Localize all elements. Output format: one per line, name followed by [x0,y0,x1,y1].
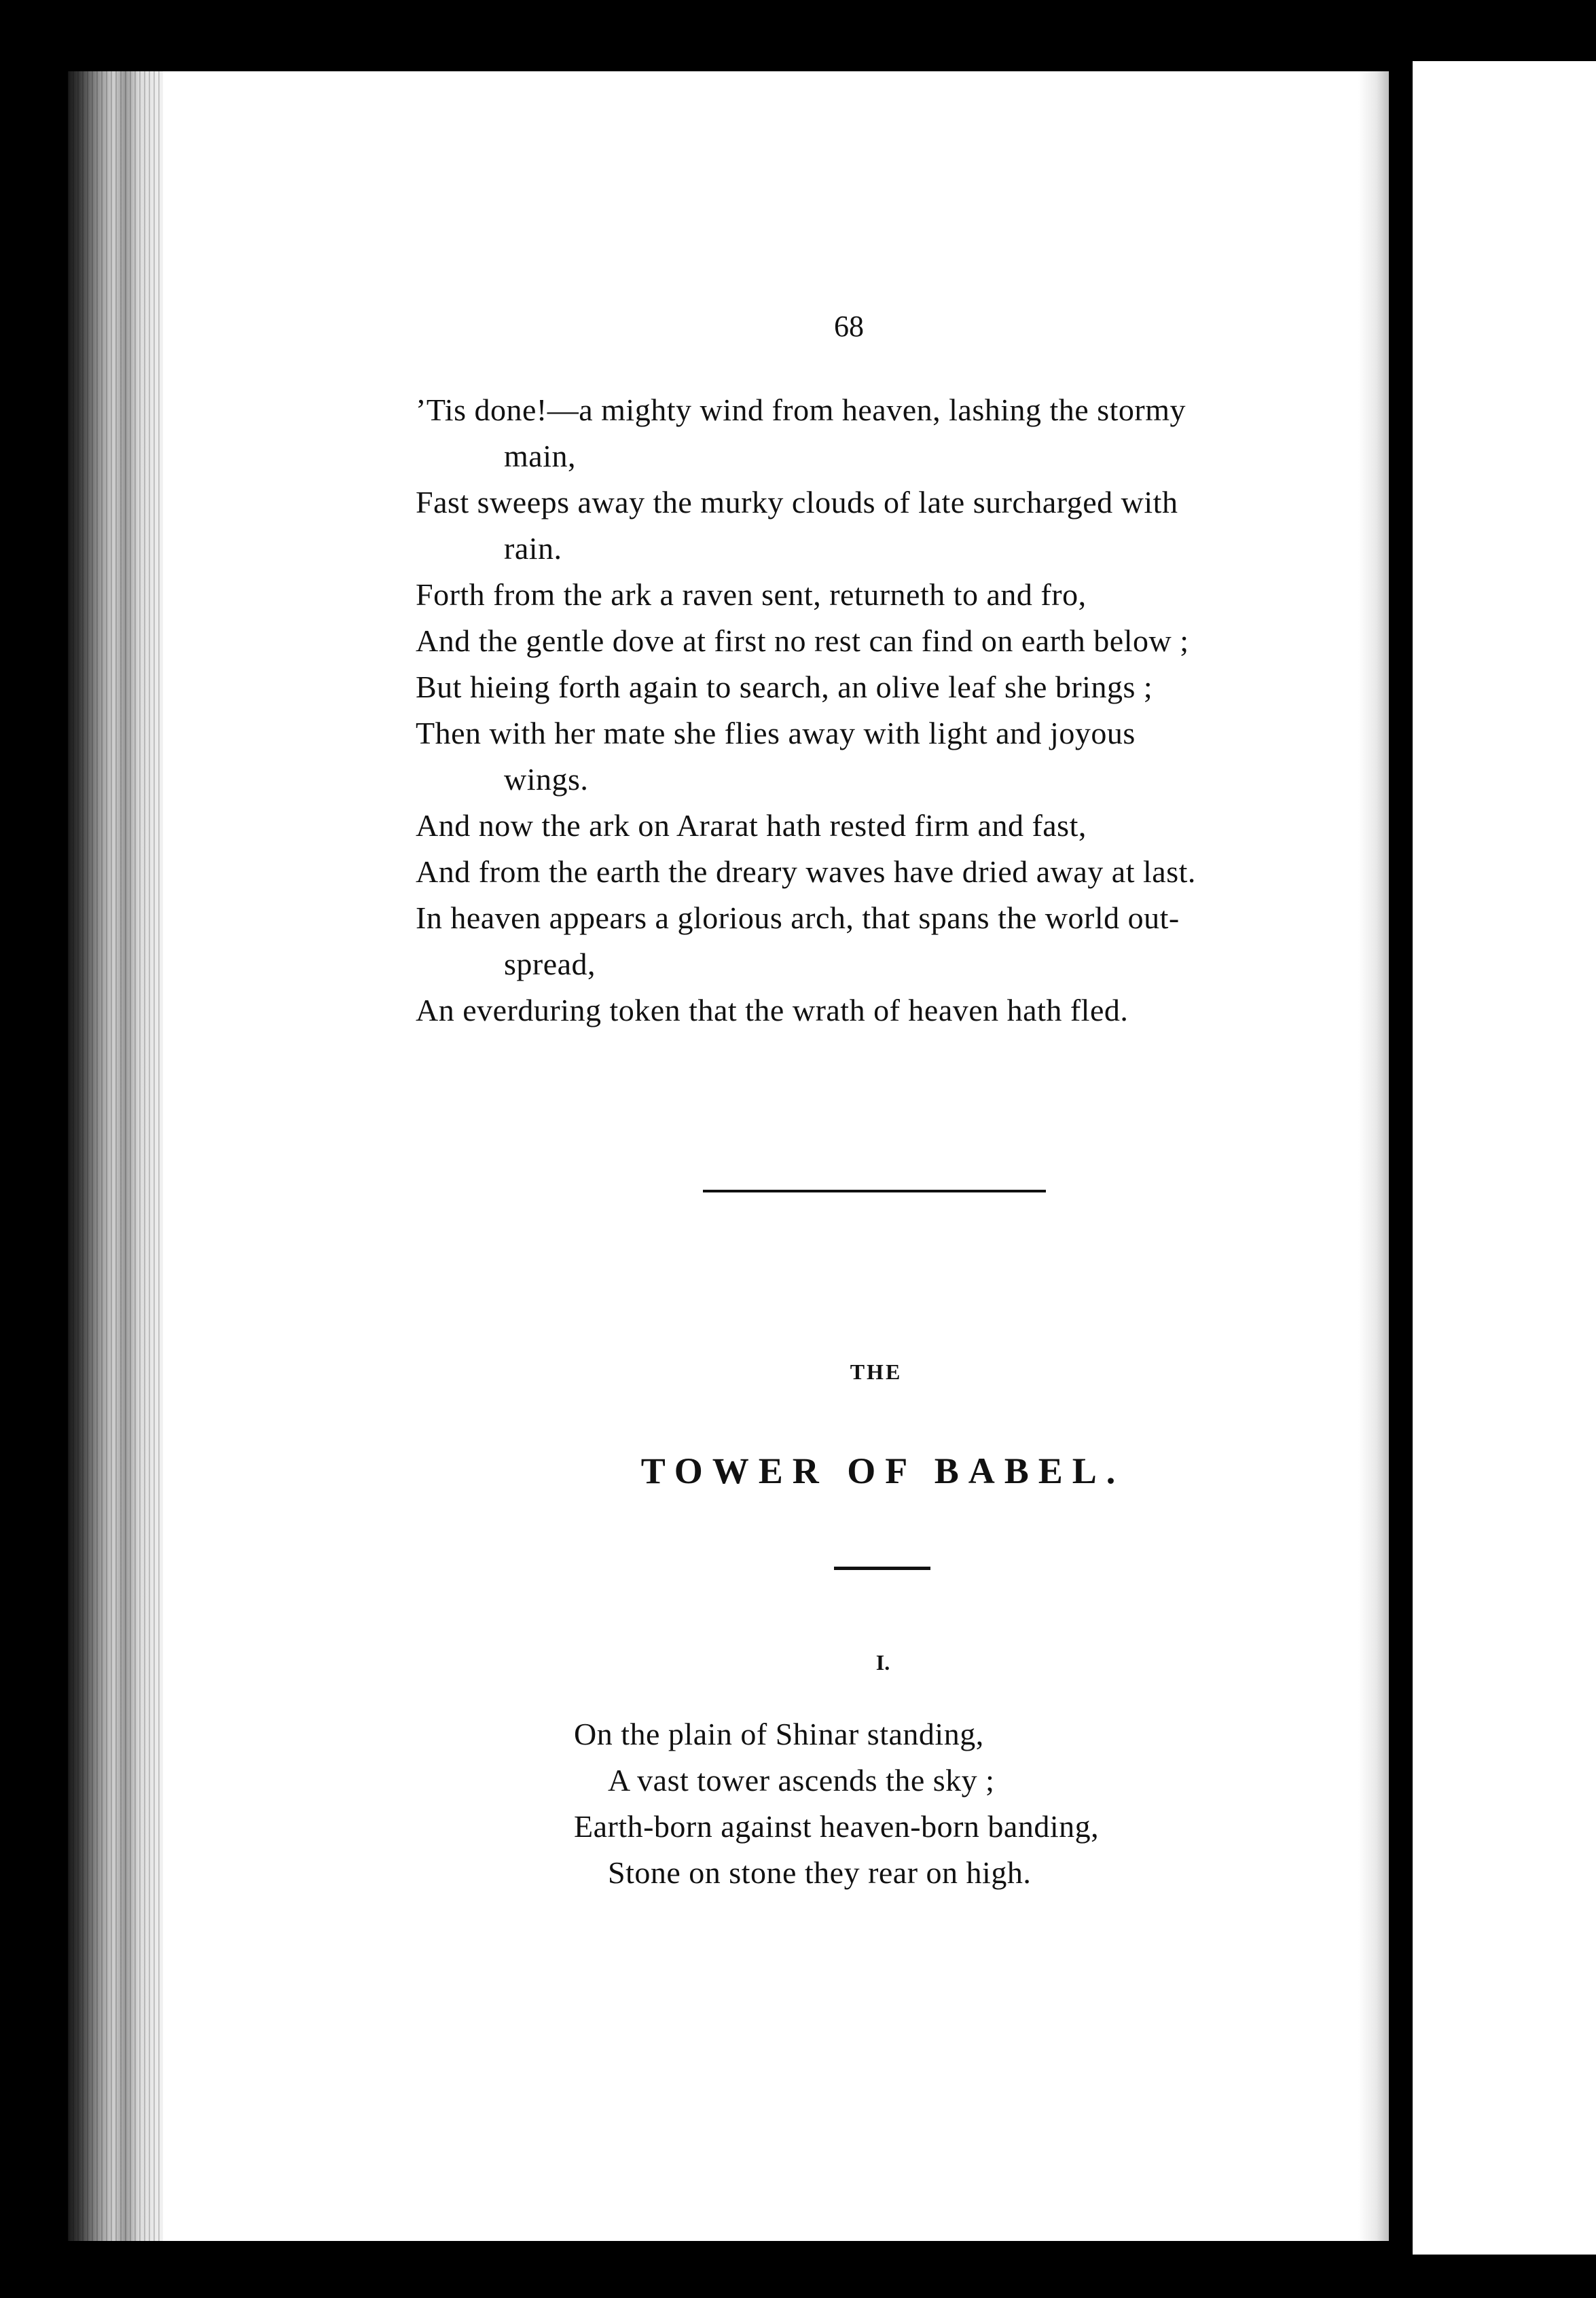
verse-stanza [416,387,1319,1034]
facing-page-edge [1413,61,1596,2255]
verse-line: An everduring token that the wrath of heaven hath fled. [416,993,1129,1027]
page-gutter-shadow [1358,71,1389,2241]
verse-line: In heaven appears a glorious arch, that spans the world out- [416,900,1180,935]
verse-line-continuation: wings. [504,762,589,797]
poem-line-indented: A vast tower ascends the sky ; [608,1763,995,1798]
poem-line: On the plain of Shinar standing, [574,1717,984,1751]
section-number: I. [875,1650,890,1675]
verse-line: ’Tis done!—a mighty wind from heaven, lashing the stormy [416,393,1186,427]
title-underline-rule [834,1567,930,1570]
verse-line-continuation: rain. [504,531,562,566]
page-number: 68 [834,310,864,343]
page-edge-binding [68,71,163,2241]
verse-line: And now the ark on Ararat hath rested firm and fast, [416,808,1087,843]
verse-line: Then with her mate she flies away with light and joyous [416,716,1136,750]
verse-line: And from the earth the dreary waves have dried away at last. [416,854,1196,889]
poem-line: Earth-born against heaven-born banding, [574,1809,1100,1844]
section-divider-rule [703,1190,1046,1192]
verse-line: Forth from the ark a raven sent, returneth to and fro, [416,577,1087,612]
verse-line: But hieing forth again to search, an olive leaf she brings ; [416,670,1153,704]
poem-stanza [574,1711,1253,1896]
title-article: THE [850,1360,903,1384]
section-title: TOWER OF BABEL. [640,1451,1125,1491]
verse-line: And the gentle dove at first no rest can find on earth below ; [416,623,1189,658]
verse-line-continuation: main, [504,439,576,473]
verse-line: Fast sweeps away the murky clouds of late surcharged with [416,485,1178,519]
verse-line-continuation: spread, [504,947,596,981]
poem-line-indented: Stone on stone they rear on high. [608,1855,1032,1890]
